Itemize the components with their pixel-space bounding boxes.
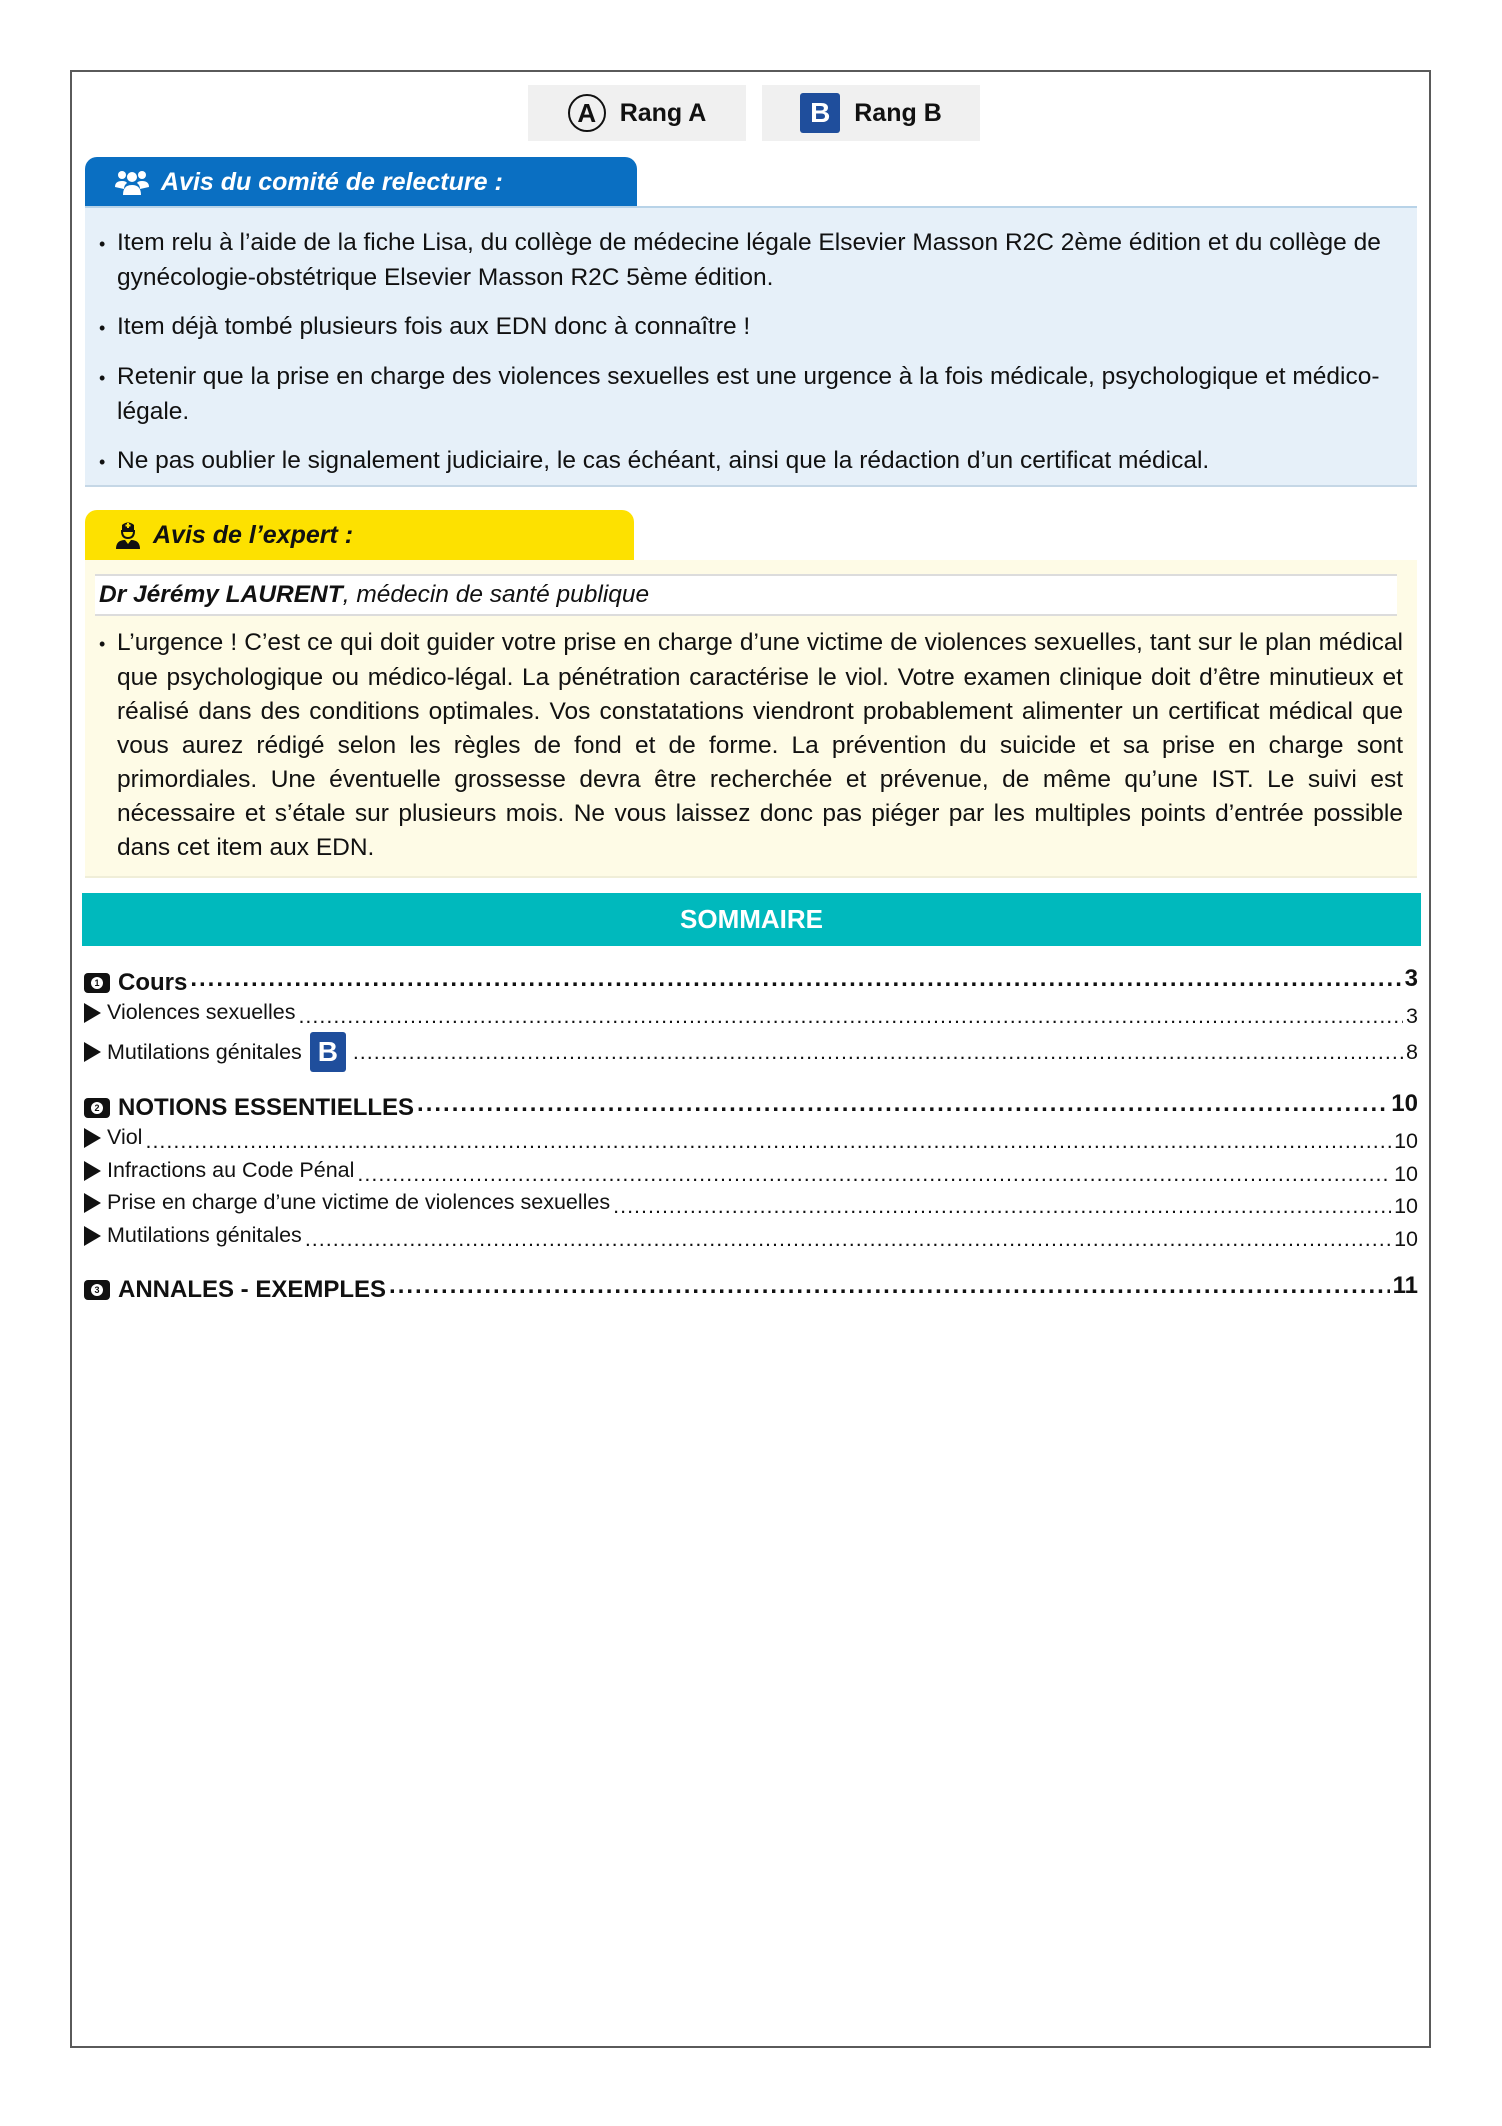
rang-a-legend <box>528 85 746 141</box>
toc-page-number: 10 <box>1391 1090 1418 1117</box>
expert-header <box>85 510 634 560</box>
rang-a-label: Rang A <box>619 98 707 127</box>
committee-header <box>85 157 637 207</box>
toc-leader-dots <box>145 1129 1391 1154</box>
toc-page-number: 11 <box>1392 1272 1418 1299</box>
toc-page-number: 10 <box>1394 1226 1418 1251</box>
expert-author-role: , médecin de santé publique <box>342 581 650 608</box>
toc-item[interactable] <box>84 1223 1418 1252</box>
toc-leader-dots <box>353 1040 1403 1065</box>
toc-leader-dots <box>357 1162 1391 1187</box>
toc-section-label: Cours <box>118 969 188 996</box>
toc-section-label: ANNALES - EXEMPLES <box>118 1276 387 1303</box>
toc-section-cours[interactable] <box>84 965 1418 997</box>
rang-b-icon: B <box>800 93 840 133</box>
toc-item[interactable] <box>84 1190 1418 1219</box>
toc-leader-dots <box>417 1090 1388 1118</box>
triangle-bullet-icon <box>84 1226 101 1246</box>
committee-item: • Item déjà tombé plusieurs fois aux EDN donc à connaître ! <box>99 310 1403 345</box>
toc-page-number: 10 <box>1394 1193 1418 1218</box>
toc-page-number: 3 <box>1404 965 1418 992</box>
toc-item-label: Prise en charge d’une victime de violences sexuelles <box>107 1190 611 1214</box>
committee-title: Avis du comité de relecture : <box>161 167 503 196</box>
toc-item[interactable] <box>84 1000 1418 1029</box>
toc-section-label: NOTIONS ESSENTIELLES <box>118 1094 415 1121</box>
triangle-bullet-icon <box>84 1193 101 1213</box>
sommaire-header <box>82 893 1421 946</box>
toc-item-label: Viol <box>107 1125 143 1149</box>
committee-item: • Ne pas oublier le signalement judiciaire, le cas échéant, ainsi que la rédaction d’un certificat médical. <box>99 444 1403 479</box>
toc-page-number: 10 <box>1394 1128 1418 1153</box>
toc-item[interactable] <box>84 1125 1418 1154</box>
triangle-bullet-icon <box>84 1128 101 1148</box>
toc-section-row[interactable] <box>84 965 1418 997</box>
committee-box <box>85 206 1417 487</box>
toc-page-number: 10 <box>1394 1161 1418 1186</box>
rang-b-label: Rang B <box>854 98 942 127</box>
toc-leader-dots <box>190 965 1401 993</box>
expert-title: Avis de l’expert : <box>153 520 354 549</box>
toc-item-label: Mutilations génitales <box>107 1039 302 1064</box>
toc-section-annales[interactable] <box>84 1272 1418 1304</box>
triangle-bullet-icon <box>84 1003 101 1023</box>
expert-author-name: Dr Jérémy LAURENT <box>99 581 343 608</box>
expert-opinion-text: • L’urgence ! C’est ce qui doit guider votre prise en charge d’une victime de violences sexuelles, tant sur le plan médical que psychologique ou médico-légal. La pénétration caractérise le viol. Votre examen clinique doit d’être minutieux et réalisé dans des conditions optimales. Vos constatations viendront probablement alimenter un certificat médical que vous aurez rédigé selon les règles de fond et de forme. La prévention du suicide et sa prise en charge sont primordiales. Une éventuelle grossesse devra être recherchée et prévenue, de même qu’une IST. Le suivi est nécessaire et s’étale sur plusieurs mois. Ne vous laissez donc pas piéger par les multiples points d’entrée possible dans cet item aux EDN. <box>99 626 1407 865</box>
rang-a-icon: A <box>568 94 606 132</box>
toc-leader-dots <box>305 1227 1391 1252</box>
toc-leader-dots <box>298 1004 1403 1029</box>
toc-item-label: Infractions au Code Pénal <box>107 1158 355 1182</box>
section-number-icon: 3 <box>84 1280 110 1300</box>
committee-item: • Item relu à l’aide de la fiche Lisa, du collège de médecine légale Elsevier Masson R2C 2ème édition et du collège de gynécologie-obstétrique Elsevier Masson R2C 5ème édition. <box>99 226 1403 295</box>
committee-item: • Retenir que la prise en charge des violences sexuelles est une urgence à la fois médicale, psychologique et médico-légale. <box>99 360 1403 429</box>
section-number-icon: 2 <box>84 1098 110 1118</box>
triangle-bullet-icon <box>84 1042 101 1062</box>
toc-page-number: 8 <box>1406 1039 1418 1064</box>
expert-author <box>95 574 1397 616</box>
rang-b-legend <box>762 85 980 141</box>
section-number-icon: 1 <box>84 973 110 993</box>
sommaire-title: SOMMAIRE <box>680 904 823 934</box>
toc-item-label: Violences sexuelles <box>107 1000 296 1024</box>
toc-section-notions[interactable] <box>84 1090 1418 1122</box>
expert-box <box>85 560 1417 878</box>
toc-item[interactable] <box>84 1032 1418 1072</box>
toc-item[interactable] <box>84 1158 1418 1187</box>
doctor-icon <box>115 521 141 549</box>
toc-leader-dots <box>613 1194 1391 1219</box>
triangle-bullet-icon <box>84 1161 101 1181</box>
toc-item-label: Mutilations génitales <box>107 1223 302 1247</box>
rang-b-badge-icon: B <box>310 1032 346 1072</box>
users-group-icon <box>115 169 149 195</box>
toc-leader-dots <box>389 1272 1390 1300</box>
toc-page-number: 3 <box>1406 1003 1418 1028</box>
